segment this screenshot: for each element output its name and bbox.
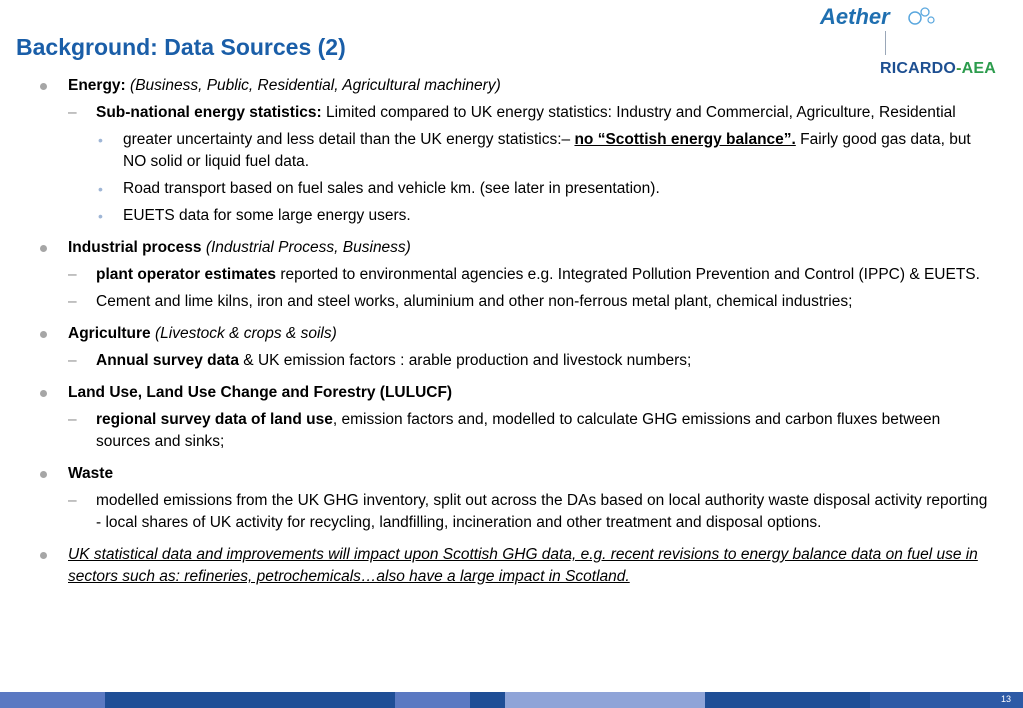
agriculture-heading: Agriculture: [68, 325, 151, 342]
detail-uncertainty: [38, 129, 988, 173]
plant-operator-text: reported to environmental agencies e.g. Integrated Pollution Prevention and Control (IPPC) & EUETS.: [276, 266, 980, 283]
detail-euets: [38, 205, 988, 227]
industrial-heading: Industrial process: [68, 239, 202, 256]
waste-heading: Waste: [68, 465, 114, 482]
aether-logo-text: Aether: [820, 4, 890, 29]
subnational-bold: Sub-national energy statistics:: [96, 104, 322, 121]
page-number: 13: [1000, 694, 1011, 704]
ricardo-logo-separator: -: [956, 60, 962, 77]
detail-road-transport: [38, 178, 988, 200]
bullet-dot: [40, 331, 47, 338]
scottish-balance-underlined: no “Scottish energy balance”.: [574, 131, 796, 148]
dash-marker: –: [68, 293, 77, 310]
annual-survey-text: & UK emission factors : arable production and livestock numbers;: [239, 352, 692, 369]
bullet-industrial: [38, 237, 988, 259]
bullet-final-note: [38, 544, 988, 588]
footer-segment: [395, 692, 470, 708]
logo-divider: [885, 31, 886, 55]
bullet-energy: [38, 75, 988, 97]
bubbles-icon: [906, 3, 938, 29]
subbullet-cement: [38, 291, 988, 313]
subbullet-annual-survey: [38, 350, 988, 372]
industrial-subtitle: (Industrial Process, Business): [201, 239, 411, 256]
small-dot-marker: •: [98, 208, 103, 224]
subbullet-modelled-emissions: [38, 490, 988, 534]
bullet-dot: [40, 552, 47, 559]
bullet-dot: [40, 245, 47, 252]
regional-survey-text: , emission factors and, modelled to calculate GHG emissions and carbon fluxes between sources and sinks;: [96, 411, 941, 450]
slide-content: [38, 75, 988, 588]
footer-segment: [505, 692, 705, 708]
bullet-dot: [40, 83, 47, 90]
subbullet-regional-survey: [38, 409, 988, 453]
dash-marker: –: [68, 266, 77, 283]
footer-segment: [0, 692, 105, 708]
road-transport-text: Road transport based on fuel sales and vehicle km. (see later in presentation).: [123, 180, 660, 197]
small-dot-marker: •: [98, 132, 103, 148]
page-title: Background: Data Sources (2): [16, 34, 346, 60]
dash-marker: –: [68, 104, 77, 121]
annual-survey-bold: Annual survey data: [96, 352, 239, 369]
energy-subtitle: (Business, Public, Residential, Agricultural machinery): [130, 77, 501, 94]
uncertainty-pre: greater uncertainty and less detail than the UK energy statistics:–: [123, 131, 575, 148]
bullet-waste: [38, 463, 988, 485]
footer-bar: [0, 692, 1023, 708]
ricardo-logo-text: RICARDO: [880, 60, 957, 77]
dash-marker: –: [68, 352, 77, 369]
euets-text: EUETS data for some large energy users.: [123, 207, 411, 224]
small-dot-marker: •: [98, 181, 103, 197]
dash-marker: –: [68, 411, 77, 428]
modelled-emissions-text: modelled emissions from the UK GHG inventory, split out across the DAs based on local authority waste disposal activity reporting - local shares of UK activity for recycling, landfilling, incineration and other treatment and disposal options.: [96, 492, 988, 531]
energy-heading: Energy:: [68, 77, 126, 94]
dash-marker: –: [68, 492, 77, 509]
footer-segment: [105, 692, 395, 708]
subbullet-plant-operator: [38, 264, 988, 286]
subnational-text: Limited compared to UK energy statistics: Industry and Commercial, Agriculture, Residential: [321, 104, 956, 121]
bullet-lulucf: [38, 382, 988, 404]
bullet-dot: [40, 471, 47, 478]
uncertainty-post: Fairly good gas data, but NO solid or liquid fuel data.: [123, 131, 971, 170]
plant-operator-bold: plant operator estimates: [96, 266, 277, 283]
aea-logo-text: AEA: [961, 60, 996, 77]
footer-segment: [705, 692, 870, 708]
regional-survey-bold: regional survey data of land use: [96, 411, 333, 428]
lulucf-heading: Land Use, Land Use Change and Forestry (LULUCF): [68, 384, 453, 401]
footer-segment: [470, 692, 505, 708]
agriculture-subtitle: (Livestock & crops & soils): [150, 325, 337, 342]
bullet-agriculture: [38, 323, 988, 345]
cement-text: Cement and lime kilns, iron and steel works, aluminium and other non-ferrous metal plant, chemical industries;: [96, 293, 853, 310]
bullet-dot: [40, 390, 47, 397]
subbullet-subnational-energy: [38, 102, 988, 124]
final-note-text: UK statistical data and improvements will impact upon Scottish GHG data, e.g. recent revisions to energy balance data on fuel use in sectors such as: refineries, petrochemicals…also have a large impact in Scotland.: [68, 546, 978, 585]
